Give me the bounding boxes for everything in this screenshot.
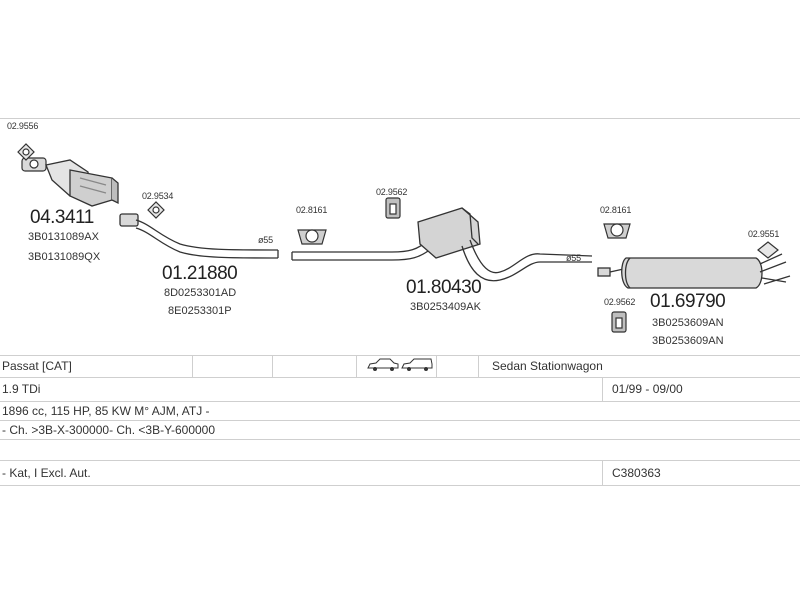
divider: [272, 356, 273, 377]
table-row: [0, 421, 800, 440]
clamp-part: [386, 198, 400, 218]
table-row: [0, 377, 800, 402]
diameter-label: ø55: [258, 235, 273, 245]
middle-silencer-part: [292, 205, 592, 281]
table-row: [0, 402, 800, 421]
divider: [192, 356, 193, 377]
part-code-label: 02.9551: [748, 229, 780, 239]
divider: [436, 356, 437, 377]
rear-silencer-part: [598, 254, 790, 288]
oem-number-label: 3B0253609AN: [652, 335, 724, 347]
hanger-part: [298, 230, 326, 244]
years-cell: 01/99 - 09/00: [612, 382, 683, 396]
part-number-label: 01.21880: [162, 263, 238, 284]
estate-car-icon: [400, 358, 434, 375]
hanger-part: [604, 224, 630, 238]
part-code-label: 02.9562: [604, 297, 636, 307]
part-number-label: 04.3411: [30, 207, 94, 228]
body-type-cell: Sedan Stationwagon: [492, 359, 603, 373]
sedan-car-icon: [366, 358, 400, 375]
divider: [602, 377, 603, 401]
gasket-part: [148, 202, 164, 218]
oem-number-label: 3B0253609AN: [652, 317, 724, 329]
chassis-cell: - Ch. >3B-X-300000- Ch. <3B-Y-600000: [2, 423, 216, 437]
part-code-label: 02.8161: [296, 205, 328, 215]
oem-number-label: 8D0253301AD: [164, 287, 237, 299]
divider: [602, 461, 603, 485]
part-number-label: 01.69790: [650, 291, 726, 312]
ref-code-cell: C380363: [612, 466, 661, 480]
table-row: [0, 355, 800, 378]
specs-cell: 1896 cc, 115 HP, 85 KW M° AJM, ATJ -: [2, 404, 210, 418]
oem-number-label: 3B0131089AX: [28, 231, 99, 243]
notes-cell: - Kat, I Excl. Aut.: [2, 466, 91, 480]
table-row: [0, 440, 800, 461]
model-cell: Passat [CAT]: [2, 359, 72, 373]
part-code-label: 02.9562: [376, 187, 408, 197]
diameter-label: ø55: [566, 253, 581, 263]
divider: [356, 356, 357, 377]
engine-cell: 1.9 TDi: [2, 382, 41, 396]
clamp-part: [612, 312, 626, 332]
oem-number-label: 3B0131089QX: [28, 251, 101, 263]
part-code-label: 02.8161: [600, 205, 632, 215]
front-pipe-part: [120, 214, 278, 258]
gasket-part: [758, 242, 778, 258]
part-code-label: 02.9556: [7, 121, 39, 131]
divider: [478, 356, 479, 377]
part-code-label: 02.9534: [142, 191, 174, 201]
table-row: [0, 461, 800, 486]
catalytic-converter-part: [46, 160, 118, 206]
oem-number-label: 3B0253409AK: [410, 301, 481, 313]
oem-number-label: 8E0253301P: [168, 305, 232, 317]
part-number-label: 01.80430: [406, 277, 482, 298]
